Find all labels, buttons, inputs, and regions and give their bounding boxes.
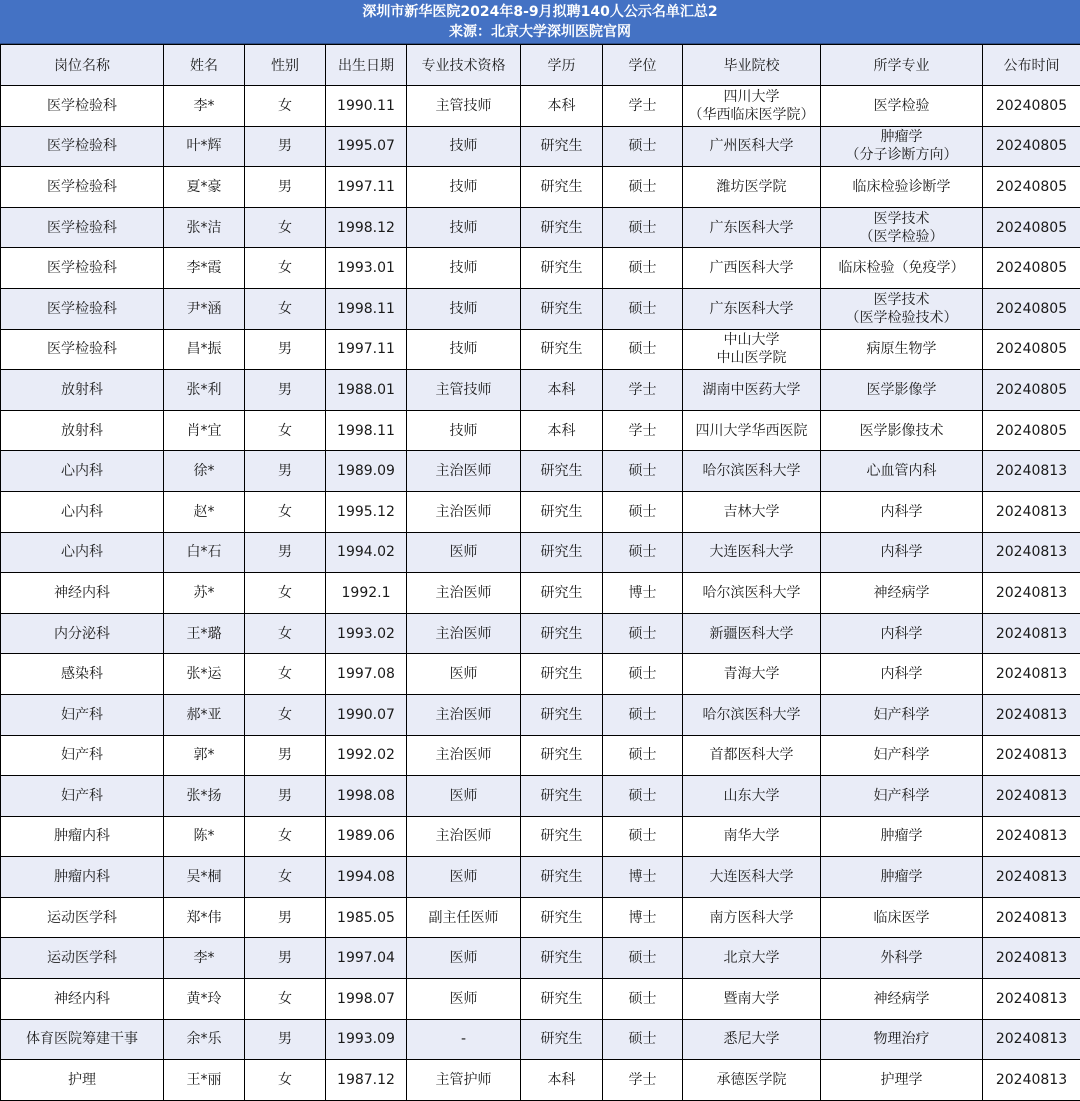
name-cell: 陈* [164, 816, 245, 857]
table-row [1, 816, 1080, 857]
publish-date-cell: 20240813 [983, 451, 1080, 492]
table-row [1, 613, 1080, 654]
publish-date-cell: 20240813 [983, 532, 1080, 573]
position-cell: 体育医院筹建干事 [1, 1019, 164, 1060]
gender-cell: 女 [245, 857, 326, 898]
degree-cell: 博士 [603, 857, 683, 898]
education-cell: 研究生 [521, 654, 603, 695]
school-cell: 青海大学 [683, 654, 821, 695]
major-cell: 物理治疗 [821, 1019, 983, 1060]
major-cell: 临床检验（免疫学） [821, 248, 983, 289]
gender-cell: 男 [245, 735, 326, 776]
birthdate-cell: 1993.02 [326, 613, 407, 654]
table-row [1, 1060, 1080, 1101]
major-cell: 肿瘤学 [821, 857, 983, 898]
birthdate-cell: 1998.11 [326, 410, 407, 451]
qualification-cell: 主治医师 [407, 694, 521, 735]
school-cell: 广西医科大学 [683, 248, 821, 289]
education-cell: 研究生 [521, 207, 603, 248]
birthdate-cell: 1998.07 [326, 979, 407, 1020]
publish-date-cell: 20240805 [983, 329, 1080, 370]
education-cell: 研究生 [521, 329, 603, 370]
school-cell: 大连医科大学 [683, 532, 821, 573]
name-cell: 夏*豪 [164, 167, 245, 208]
table-row [1, 167, 1080, 208]
school-cell: 新疆医科大学 [683, 613, 821, 654]
birthdate-cell: 1989.06 [326, 816, 407, 857]
education-cell: 研究生 [521, 288, 603, 329]
publish-date-cell: 20240813 [983, 613, 1080, 654]
birthdate-cell: 1997.11 [326, 329, 407, 370]
education-cell: 研究生 [521, 613, 603, 654]
major-cell: 医学技术 （医学检验技术） [821, 288, 983, 329]
publish-date-cell: 20240805 [983, 126, 1080, 167]
publish-date-cell: 20240813 [983, 491, 1080, 532]
publish-date-cell: 20240805 [983, 167, 1080, 208]
name-cell: 郭* [164, 735, 245, 776]
qualification-cell: 技师 [407, 248, 521, 289]
publish-date-cell: 20240813 [983, 694, 1080, 735]
major-cell: 肿瘤学 [821, 816, 983, 857]
degree-cell: 博士 [603, 573, 683, 614]
table-row [1, 979, 1080, 1020]
gender-cell: 男 [245, 126, 326, 167]
position-cell: 医学检验科 [1, 248, 164, 289]
table-row [1, 491, 1080, 532]
position-cell: 内分泌科 [1, 613, 164, 654]
name-cell: 叶*辉 [164, 126, 245, 167]
qualification-cell: 主治医师 [407, 816, 521, 857]
title-source: 来源：北京大学深圳医院官网 [0, 22, 1080, 42]
education-cell: 研究生 [521, 897, 603, 938]
birthdate-cell: 1997.04 [326, 938, 407, 979]
degree-cell: 硕士 [603, 167, 683, 208]
major-cell: 妇产科学 [821, 735, 983, 776]
school-cell: 承德医学院 [683, 1060, 821, 1101]
name-cell: 苏* [164, 573, 245, 614]
name-cell: 李*霞 [164, 248, 245, 289]
education-cell: 研究生 [521, 491, 603, 532]
school-cell: 哈尔滨医科大学 [683, 451, 821, 492]
column-header-major: 所学专业 [821, 45, 983, 86]
position-cell: 医学检验科 [1, 207, 164, 248]
table-row [1, 654, 1080, 695]
major-cell: 病原生物学 [821, 329, 983, 370]
publish-date-cell: 20240813 [983, 857, 1080, 898]
education-cell: 研究生 [521, 1019, 603, 1060]
table-row [1, 126, 1080, 167]
position-cell: 护理 [1, 1060, 164, 1101]
education-cell: 研究生 [521, 126, 603, 167]
position-cell: 医学检验科 [1, 329, 164, 370]
school-cell: 北京大学 [683, 938, 821, 979]
gender-cell: 男 [245, 938, 326, 979]
position-cell: 放射科 [1, 410, 164, 451]
table-row [1, 370, 1080, 411]
degree-cell: 硕士 [603, 938, 683, 979]
education-cell: 研究生 [521, 735, 603, 776]
education-cell: 本科 [521, 1060, 603, 1101]
school-cell: 中山大学 中山医学院 [683, 329, 821, 370]
school-cell: 南方医科大学 [683, 897, 821, 938]
name-cell: 郝*亚 [164, 694, 245, 735]
school-cell: 广东医科大学 [683, 288, 821, 329]
school-cell: 广东医科大学 [683, 207, 821, 248]
birthdate-cell: 1987.12 [326, 1060, 407, 1101]
qualification-cell: 副主任医师 [407, 897, 521, 938]
degree-cell: 硕士 [603, 979, 683, 1020]
birthdate-cell: 1998.08 [326, 776, 407, 817]
gender-cell: 女 [245, 573, 326, 614]
education-cell: 研究生 [521, 532, 603, 573]
gender-cell: 女 [245, 288, 326, 329]
position-cell: 放射科 [1, 370, 164, 411]
name-cell: 吴*桐 [164, 857, 245, 898]
name-cell: 白*石 [164, 532, 245, 573]
qualification-cell: 技师 [407, 167, 521, 208]
table-row [1, 207, 1080, 248]
position-cell: 运动医学科 [1, 938, 164, 979]
degree-cell: 学士 [603, 1060, 683, 1101]
name-cell: 余*乐 [164, 1019, 245, 1060]
major-cell: 妇产科学 [821, 694, 983, 735]
table-header [1, 45, 1080, 86]
education-cell: 研究生 [521, 776, 603, 817]
gender-cell: 女 [245, 654, 326, 695]
name-cell: 郑*伟 [164, 897, 245, 938]
birthdate-cell: 1995.12 [326, 491, 407, 532]
table-row [1, 248, 1080, 289]
name-cell: 赵* [164, 491, 245, 532]
gender-cell: 女 [245, 816, 326, 857]
qualification-cell: 技师 [407, 329, 521, 370]
birthdate-cell: 1990.11 [326, 86, 407, 127]
school-cell: 吉林大学 [683, 491, 821, 532]
table-row [1, 857, 1080, 898]
major-cell: 内科学 [821, 491, 983, 532]
gender-cell: 男 [245, 451, 326, 492]
gender-cell: 女 [245, 248, 326, 289]
education-cell: 研究生 [521, 938, 603, 979]
degree-cell: 学士 [603, 410, 683, 451]
major-cell: 心血管内科 [821, 451, 983, 492]
qualification-cell: 医师 [407, 776, 521, 817]
position-cell: 妇产科 [1, 735, 164, 776]
birthdate-cell: 1993.09 [326, 1019, 407, 1060]
name-cell: 张*运 [164, 654, 245, 695]
column-header-position: 岗位名称 [1, 45, 164, 86]
major-cell: 医学检验 [821, 86, 983, 127]
table-row [1, 329, 1080, 370]
gender-cell: 男 [245, 532, 326, 573]
degree-cell: 硕士 [603, 1019, 683, 1060]
birthdate-cell: 1985.05 [326, 897, 407, 938]
name-cell: 张*利 [164, 370, 245, 411]
degree-cell: 硕士 [603, 776, 683, 817]
major-cell: 内科学 [821, 613, 983, 654]
position-cell: 神经内科 [1, 573, 164, 614]
degree-cell: 硕士 [603, 248, 683, 289]
qualification-cell: 主治医师 [407, 491, 521, 532]
education-cell: 研究生 [521, 979, 603, 1020]
major-cell: 医学影像学 [821, 370, 983, 411]
birthdate-cell: 1998.11 [326, 288, 407, 329]
education-cell: 研究生 [521, 451, 603, 492]
major-cell: 临床检验诊断学 [821, 167, 983, 208]
degree-cell: 硕士 [603, 532, 683, 573]
qualification-cell: 主治医师 [407, 613, 521, 654]
name-cell: 张*洁 [164, 207, 245, 248]
degree-cell: 硕士 [603, 329, 683, 370]
school-cell: 首都医科大学 [683, 735, 821, 776]
table-row [1, 776, 1080, 817]
gender-cell: 女 [245, 1060, 326, 1101]
major-cell: 妇产科学 [821, 776, 983, 817]
degree-cell: 硕士 [603, 126, 683, 167]
publish-date-cell: 20240805 [983, 410, 1080, 451]
publish-date-cell: 20240813 [983, 897, 1080, 938]
school-cell: 山东大学 [683, 776, 821, 817]
major-cell: 医学影像技术 [821, 410, 983, 451]
table-row [1, 1019, 1080, 1060]
qualification-cell: 医师 [407, 979, 521, 1020]
birthdate-cell: 1994.08 [326, 857, 407, 898]
qualification-cell: 主治医师 [407, 573, 521, 614]
name-cell: 昌*振 [164, 329, 245, 370]
qualification-cell: 技师 [407, 410, 521, 451]
publish-date-cell: 20240813 [983, 938, 1080, 979]
qualification-cell: 医师 [407, 654, 521, 695]
degree-cell: 硕士 [603, 694, 683, 735]
qualification-cell: - [407, 1019, 521, 1060]
column-header-degree: 学位 [603, 45, 683, 86]
gender-cell: 男 [245, 370, 326, 411]
name-cell: 张*扬 [164, 776, 245, 817]
degree-cell: 硕士 [603, 816, 683, 857]
school-cell: 广州医科大学 [683, 126, 821, 167]
school-cell: 暨南大学 [683, 979, 821, 1020]
position-cell: 肿瘤内科 [1, 857, 164, 898]
major-cell: 肿瘤学 （分子诊断方向） [821, 126, 983, 167]
school-cell: 四川大学 （华西临床医学院） [683, 86, 821, 127]
column-header-qualification: 专业技术资格 [407, 45, 521, 86]
position-cell: 心内科 [1, 451, 164, 492]
publish-date-cell: 20240813 [983, 654, 1080, 695]
table-row [1, 86, 1080, 127]
position-cell: 医学检验科 [1, 86, 164, 127]
education-cell: 本科 [521, 370, 603, 411]
birthdate-cell: 1994.02 [326, 532, 407, 573]
degree-cell: 硕士 [603, 735, 683, 776]
column-header-school: 毕业院校 [683, 45, 821, 86]
position-cell: 医学检验科 [1, 167, 164, 208]
school-cell: 悉尼大学 [683, 1019, 821, 1060]
header-row [1, 45, 1080, 86]
degree-cell: 博士 [603, 897, 683, 938]
major-cell: 护理学 [821, 1060, 983, 1101]
table-row [1, 288, 1080, 329]
name-cell: 徐* [164, 451, 245, 492]
gender-cell: 男 [245, 776, 326, 817]
major-cell: 内科学 [821, 532, 983, 573]
publish-date-cell: 20240813 [983, 1060, 1080, 1101]
major-cell: 神经病学 [821, 979, 983, 1020]
publish-date-cell: 20240813 [983, 816, 1080, 857]
qualification-cell: 主治医师 [407, 735, 521, 776]
publish-date-cell: 20240813 [983, 979, 1080, 1020]
position-cell: 妇产科 [1, 694, 164, 735]
position-cell: 神经内科 [1, 979, 164, 1020]
birthdate-cell: 1992.02 [326, 735, 407, 776]
qualification-cell: 医师 [407, 857, 521, 898]
position-cell: 感染科 [1, 654, 164, 695]
column-header-birthdate: 出生日期 [326, 45, 407, 86]
birthdate-cell: 1993.01 [326, 248, 407, 289]
gender-cell: 男 [245, 1019, 326, 1060]
gender-cell: 女 [245, 86, 326, 127]
school-cell: 哈尔滨医科大学 [683, 573, 821, 614]
table-row [1, 532, 1080, 573]
column-header-education: 学历 [521, 45, 603, 86]
education-cell: 研究生 [521, 167, 603, 208]
education-cell: 本科 [521, 86, 603, 127]
name-cell: 尹*涵 [164, 288, 245, 329]
column-header-gender: 性别 [245, 45, 326, 86]
school-cell: 大连医科大学 [683, 857, 821, 898]
publish-date-cell: 20240813 [983, 1019, 1080, 1060]
education-cell: 研究生 [521, 857, 603, 898]
publish-date-cell: 20240813 [983, 573, 1080, 614]
education-cell: 研究生 [521, 248, 603, 289]
position-cell: 医学检验科 [1, 288, 164, 329]
publish-date-cell: 20240805 [983, 207, 1080, 248]
school-cell: 湖南中医药大学 [683, 370, 821, 411]
education-cell: 本科 [521, 410, 603, 451]
degree-cell: 硕士 [603, 207, 683, 248]
qualification-cell: 主管技师 [407, 370, 521, 411]
education-cell: 研究生 [521, 573, 603, 614]
title-main: 深圳市新华医院2024年8-9月拟聘140人公示名单汇总2 [0, 0, 1080, 22]
publish-date-cell: 20240813 [983, 735, 1080, 776]
qualification-cell: 医师 [407, 938, 521, 979]
education-cell: 研究生 [521, 816, 603, 857]
school-cell: 潍坊医学院 [683, 167, 821, 208]
gender-cell: 女 [245, 694, 326, 735]
qualification-cell: 技师 [407, 126, 521, 167]
table-row [1, 897, 1080, 938]
position-cell: 肿瘤内科 [1, 816, 164, 857]
major-cell: 外科学 [821, 938, 983, 979]
name-cell: 王*丽 [164, 1060, 245, 1101]
major-cell: 临床医学 [821, 897, 983, 938]
qualification-cell: 技师 [407, 288, 521, 329]
gender-cell: 男 [245, 167, 326, 208]
name-cell: 黄*玲 [164, 979, 245, 1020]
qualification-cell: 主管护师 [407, 1060, 521, 1101]
column-header-publish-date: 公布时间 [983, 45, 1080, 86]
publish-date-cell: 20240805 [983, 370, 1080, 411]
table-body [1, 86, 1080, 1101]
birthdate-cell: 1990.07 [326, 694, 407, 735]
birthdate-cell: 1992.1 [326, 573, 407, 614]
qualification-cell: 技师 [407, 207, 521, 248]
table-row [1, 573, 1080, 614]
gender-cell: 女 [245, 491, 326, 532]
gender-cell: 女 [245, 207, 326, 248]
position-cell: 妇产科 [1, 776, 164, 817]
publish-date-cell: 20240805 [983, 248, 1080, 289]
degree-cell: 硕士 [603, 613, 683, 654]
degree-cell: 硕士 [603, 451, 683, 492]
birthdate-cell: 1998.12 [326, 207, 407, 248]
degree-cell: 硕士 [603, 491, 683, 532]
birthdate-cell: 1988.01 [326, 370, 407, 411]
column-header-name: 姓名 [164, 45, 245, 86]
gender-cell: 女 [245, 613, 326, 654]
degree-cell: 学士 [603, 370, 683, 411]
position-cell: 运动医学科 [1, 897, 164, 938]
name-cell: 李* [164, 938, 245, 979]
name-cell: 王*璐 [164, 613, 245, 654]
name-cell: 肖*宜 [164, 410, 245, 451]
gender-cell: 女 [245, 410, 326, 451]
position-cell: 心内科 [1, 532, 164, 573]
table-row [1, 938, 1080, 979]
education-cell: 研究生 [521, 694, 603, 735]
birthdate-cell: 1997.08 [326, 654, 407, 695]
gender-cell: 男 [245, 897, 326, 938]
school-cell: 哈尔滨医科大学 [683, 694, 821, 735]
table-row [1, 694, 1080, 735]
birthdate-cell: 1997.11 [326, 167, 407, 208]
name-cell: 李* [164, 86, 245, 127]
qualification-cell: 主管技师 [407, 86, 521, 127]
degree-cell: 硕士 [603, 654, 683, 695]
major-cell: 神经病学 [821, 573, 983, 614]
publish-date-cell: 20240813 [983, 776, 1080, 817]
school-cell: 四川大学华西医院 [683, 410, 821, 451]
candidate-table [0, 44, 1080, 1101]
major-cell: 医学技术 （医学检验） [821, 207, 983, 248]
title-bar [0, 0, 1080, 44]
position-cell: 医学检验科 [1, 126, 164, 167]
degree-cell: 硕士 [603, 288, 683, 329]
publish-date-cell: 20240805 [983, 86, 1080, 127]
qualification-cell: 医师 [407, 532, 521, 573]
table-row [1, 451, 1080, 492]
publish-date-cell: 20240805 [983, 288, 1080, 329]
table-row [1, 410, 1080, 451]
major-cell: 内科学 [821, 654, 983, 695]
birthdate-cell: 1995.07 [326, 126, 407, 167]
gender-cell: 女 [245, 979, 326, 1020]
gender-cell: 男 [245, 329, 326, 370]
birthdate-cell: 1989.09 [326, 451, 407, 492]
school-cell: 南华大学 [683, 816, 821, 857]
degree-cell: 学士 [603, 86, 683, 127]
table-row [1, 735, 1080, 776]
position-cell: 心内科 [1, 491, 164, 532]
qualification-cell: 主治医师 [407, 451, 521, 492]
